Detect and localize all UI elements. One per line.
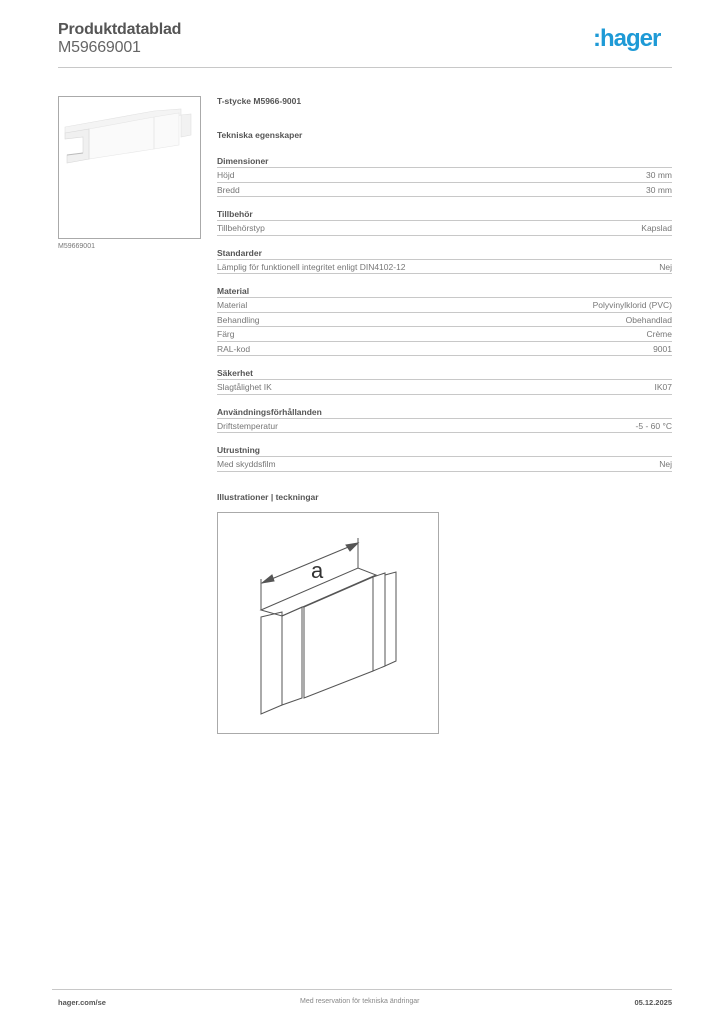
group-title: Användningsförhållanden: [217, 406, 672, 419]
spec-row: [217, 183, 672, 198]
illustration-drawing: [217, 512, 439, 734]
spec-value: 30 mm: [646, 184, 672, 195]
group-usage-conditions: [217, 406, 672, 434]
group-dimensions: [217, 155, 672, 197]
image-caption: M59669001: [58, 243, 95, 250]
document-title: Produktdatablad: [58, 21, 182, 38]
spec-label: RAL-kod: [217, 343, 251, 354]
footer-divider: [52, 989, 672, 990]
spec-value: Crème: [646, 329, 672, 339]
spec-row: [217, 419, 672, 434]
group-title: Material: [217, 285, 672, 298]
spec-label: Slagtålighet IK: [217, 382, 272, 392]
t-piece-product-icon: [59, 97, 200, 238]
spec-row: [217, 298, 672, 313]
spec-row: [217, 168, 672, 183]
hager-logo: :hager: [593, 25, 661, 52]
spec-row: [217, 342, 672, 357]
spec-label: Färg: [217, 329, 235, 339]
product-code: M59669001: [58, 39, 141, 56]
footer-website[interactable]: hager.com/se: [58, 998, 106, 1007]
product-name: T-stycke M5966-9001: [217, 96, 302, 106]
spec-row: [217, 380, 672, 395]
spec-label: Med skyddsfilm: [217, 459, 276, 469]
spec-label: Driftstemperatur: [217, 420, 278, 431]
product-image: [58, 96, 201, 239]
group-title: Standarder: [217, 247, 672, 260]
group-title: Utrustning: [217, 444, 672, 457]
spec-label: Bredd: [217, 184, 240, 195]
group-accessories: [217, 208, 672, 236]
spec-value: Obehandlad: [625, 314, 672, 325]
spec-label: Behandling: [217, 314, 260, 325]
spec-value: Polyvinylklorid (PVC): [592, 300, 672, 310]
spec-value: Kapslad: [641, 223, 672, 233]
specifications: [217, 95, 672, 483]
group-material: [217, 285, 672, 356]
spec-label: Höjd: [217, 170, 235, 180]
spec-row: [217, 327, 672, 342]
spec-label: Material: [217, 300, 248, 310]
spec-row: [217, 260, 672, 275]
group-title: Säkerhet: [217, 367, 672, 380]
group-title: Dimensioner: [217, 155, 672, 168]
spec-row: [217, 221, 672, 236]
footer-date: 05.12.2025: [634, 998, 672, 1007]
spec-label: Lämplig för funktionell integritet enligt DIN4102-12: [217, 261, 406, 272]
group-equipment: [217, 444, 672, 472]
svg-text:a: a: [311, 558, 324, 583]
spec-row: [217, 457, 672, 472]
spec-value: IK07: [654, 382, 672, 392]
illustrations-title: Illustrationer | teckningar: [217, 492, 319, 502]
t-piece-drawing-icon: [218, 513, 438, 733]
header-divider: [58, 67, 672, 68]
spec-value: 30 mm: [646, 170, 672, 180]
spec-row: [217, 313, 672, 328]
spec-value: Nej: [659, 261, 672, 272]
spec-value: -5 - 60 °C: [635, 420, 672, 431]
group-safety: [217, 367, 672, 395]
footer-disclaimer: Med reservation för tekniska ändringar: [300, 998, 420, 1005]
section-title: Tekniska egenskaper: [217, 130, 303, 140]
spec-value: Nej: [659, 459, 672, 469]
group-title: Tillbehör: [217, 208, 672, 221]
spec-value: 9001: [653, 343, 672, 354]
spec-label: Tillbehörstyp: [217, 223, 265, 233]
group-standards: [217, 247, 672, 275]
